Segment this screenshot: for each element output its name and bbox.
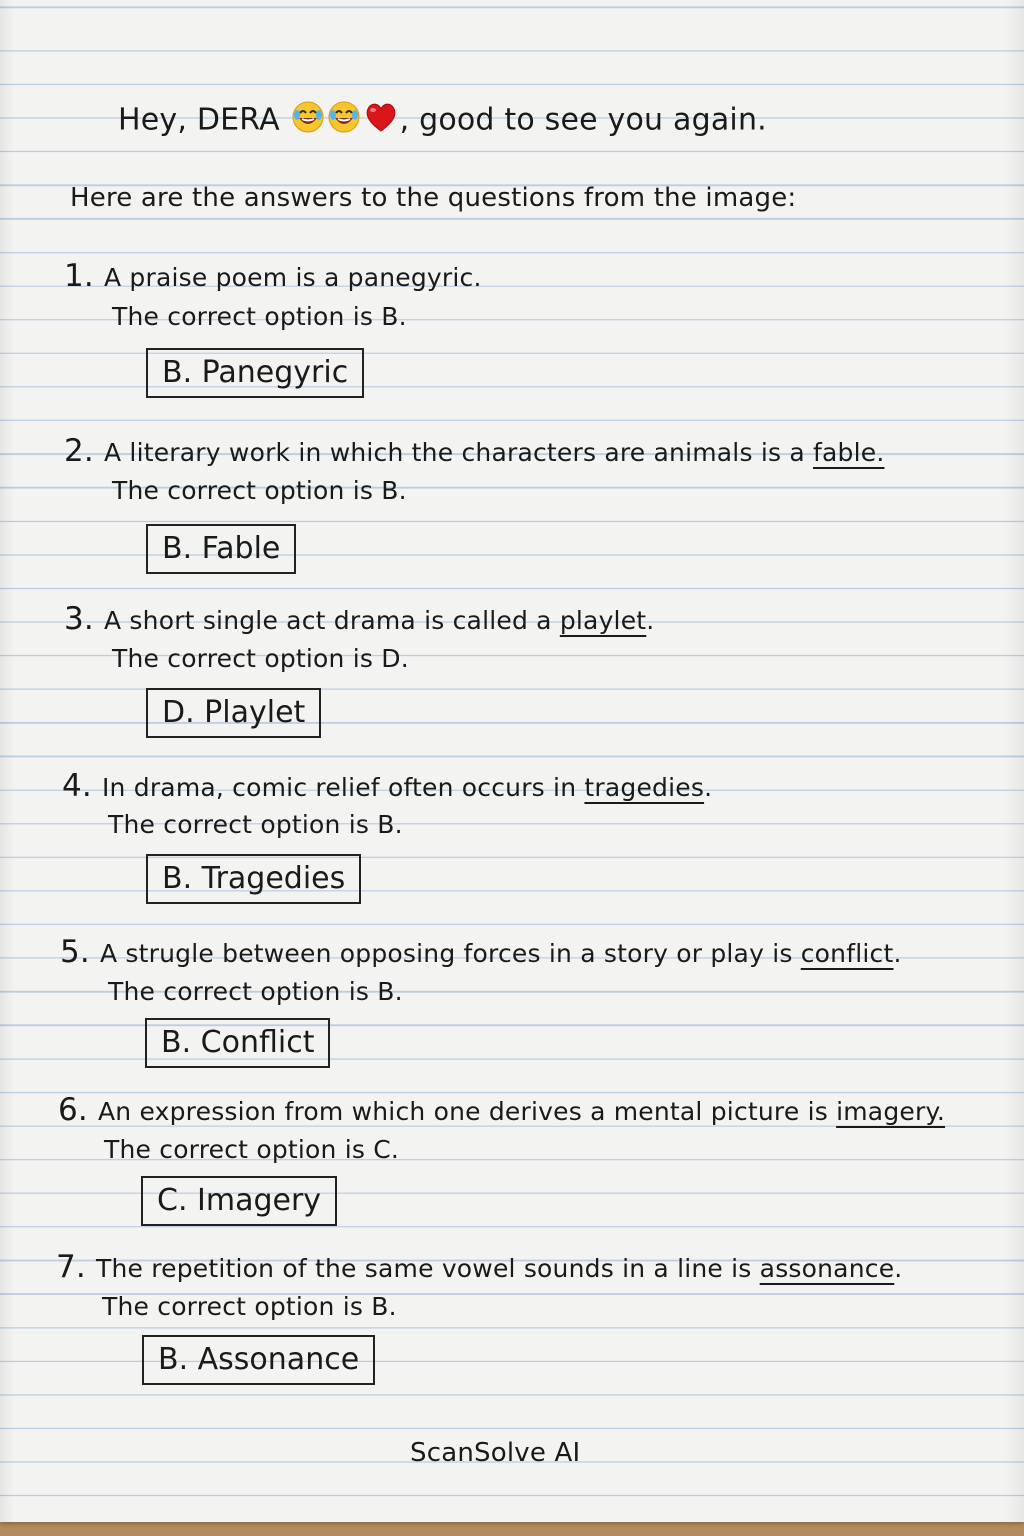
question-6-statement: [58, 1092, 945, 1128]
question-4-statement: [62, 768, 712, 804]
question-2-correct-option: The correct option is B.: [112, 476, 407, 505]
question-1-correct-option: The correct option is B.: [112, 302, 407, 331]
question-text: An expression from which one derives a mental picture is: [97, 1097, 837, 1126]
laughing-emoji-icon: [327, 100, 361, 142]
question-answer-word: tragedies: [584, 773, 705, 802]
greeting-text: Hey, DERA: [118, 102, 280, 138]
greeting-line: [118, 100, 767, 142]
question-punctuation: .: [893, 939, 902, 968]
question-text: In drama, comic relief often occurs in: [101, 773, 585, 802]
question-2-answer-box: B. Fable: [146, 524, 296, 574]
question-6-correct-option: The correct option is C.: [104, 1135, 400, 1164]
question-5-correct-option: The correct option is B.: [108, 977, 403, 1006]
laughing-emoji-icon: [291, 100, 325, 142]
question-3-correct-option: The correct option is D.: [112, 644, 409, 673]
question-number: 7.: [56, 1249, 86, 1285]
question-number: 2.: [64, 433, 94, 469]
question-5-statement: [60, 934, 902, 970]
question-1-answer-box: B. Panegyric: [146, 348, 364, 398]
question-punctuation: .: [704, 773, 713, 802]
question-3-statement: [64, 601, 654, 637]
question-5-answer-box: B. Conflict: [145, 1018, 330, 1068]
question-number: 4.: [62, 768, 92, 804]
question-7-statement: [56, 1249, 902, 1285]
question-text: A strugle between opposing forces in a story or play is: [99, 939, 801, 968]
question-number: 6.: [58, 1092, 88, 1128]
question-6-answer-box: C. Imagery: [141, 1176, 337, 1226]
question-punctuation: .: [646, 606, 655, 635]
question-punctuation: .: [894, 1254, 903, 1283]
question-answer-word: imagery.: [836, 1097, 946, 1126]
greeting-tail-text: , good to see you again.: [399, 102, 767, 138]
question-7-answer-box: B. Assonance: [142, 1335, 375, 1385]
question-text: A short single act drama is called a: [103, 606, 560, 635]
question-4-correct-option: The correct option is B.: [108, 810, 403, 839]
red-heart-icon: [363, 101, 399, 141]
question-text: The repetition of the same vowel sounds in a line is: [95, 1254, 760, 1283]
question-7-correct-option: The correct option is B.: [102, 1292, 397, 1321]
question-4-answer-box: B. Tragedies: [146, 854, 361, 904]
question-number: 1.: [64, 258, 94, 294]
question-3-answer-box: D. Playlet: [146, 688, 321, 738]
question-text: A praise poem is a panegyric.: [103, 263, 482, 292]
question-answer-word: assonance: [759, 1254, 895, 1283]
intro-text: Here are the answers to the questions from the image:: [70, 183, 797, 213]
question-text: A literary work in which the characters are animals is a: [103, 438, 814, 467]
question-number: 5.: [60, 934, 90, 970]
question-answer-word: fable.: [813, 438, 885, 467]
question-answer-word: conflict: [800, 939, 894, 968]
question-answer-word: playlet: [559, 606, 647, 635]
question-2-statement: [64, 433, 884, 469]
scansolve-signature: ScanSolve AI: [410, 1438, 581, 1468]
question-1-statement: [64, 258, 482, 294]
question-number: 3.: [64, 601, 94, 637]
